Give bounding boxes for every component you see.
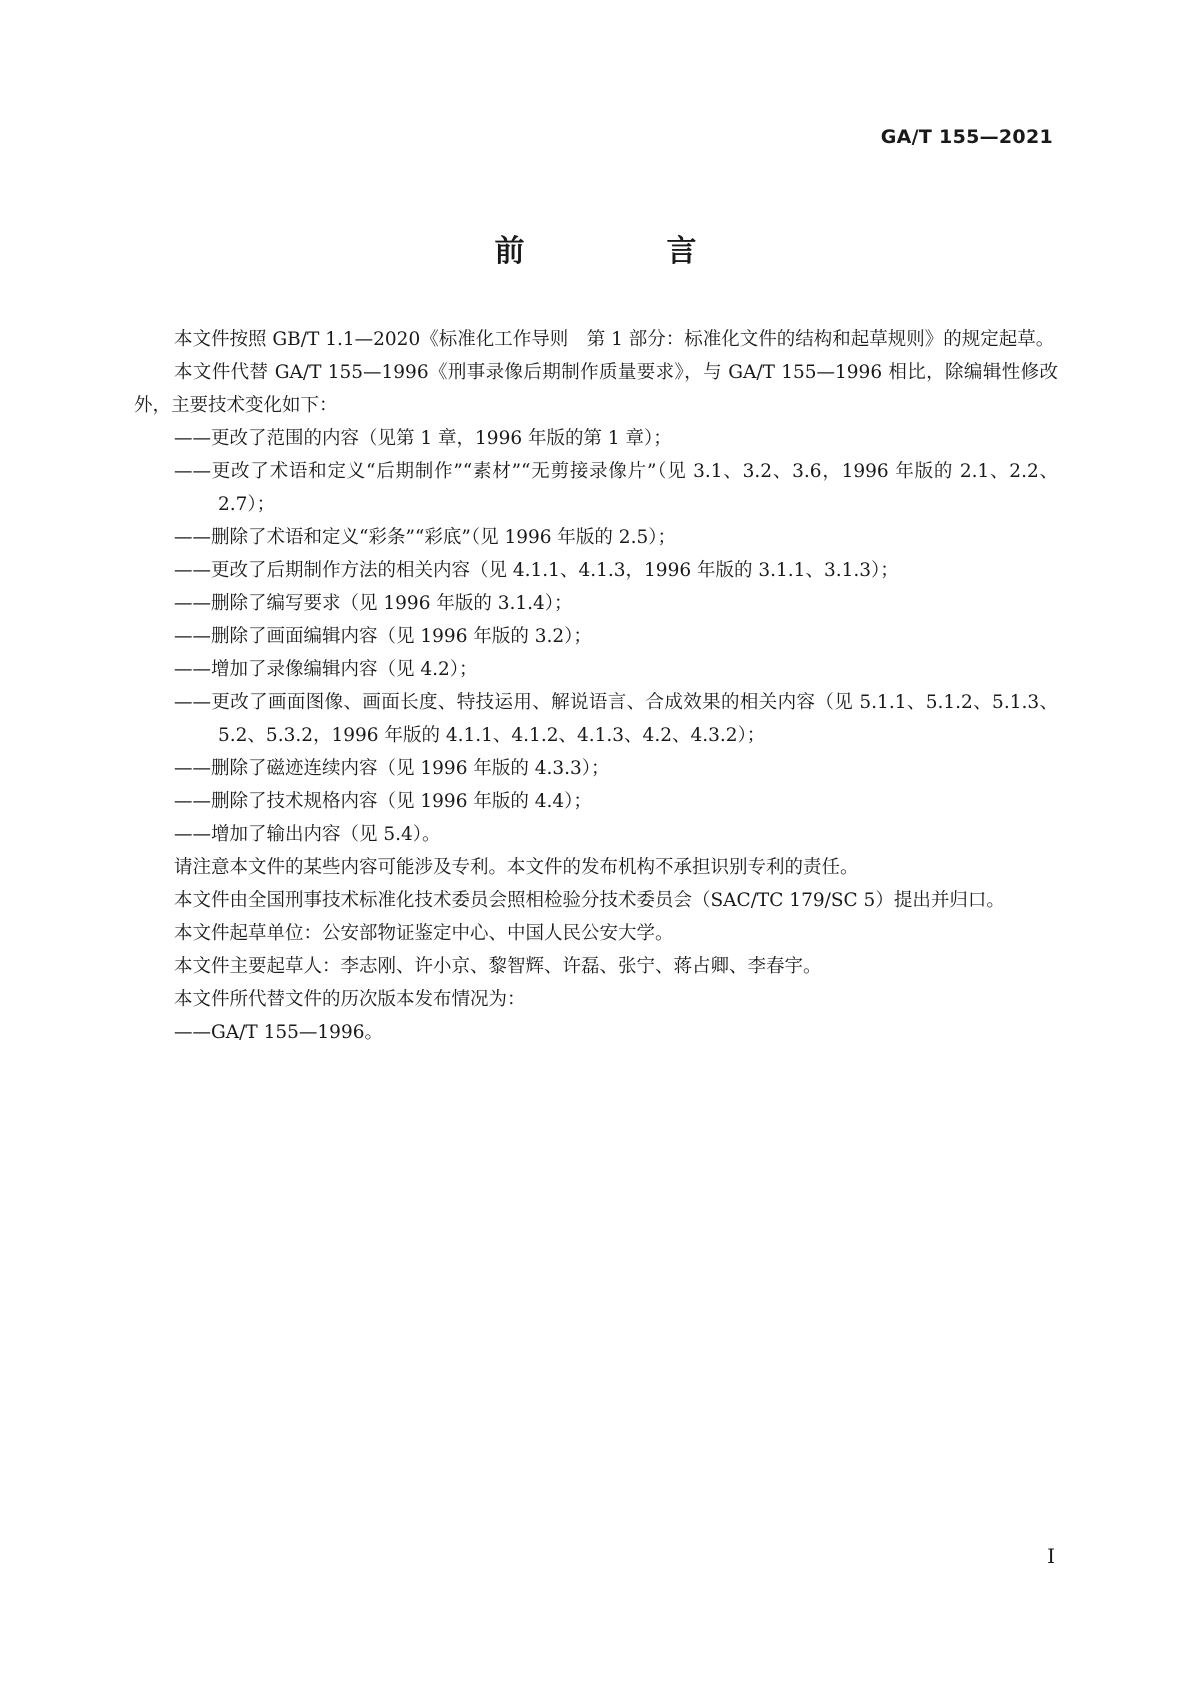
change-item: ——更改了后期制作方法的相关内容（见 4.1.1、4.1.3，1996 年版的 3.1.1、3.1.3）； bbox=[174, 560, 899, 581]
page-title: 前 言 bbox=[494, 234, 753, 269]
foreword-body bbox=[134, 323, 1058, 1049]
paragraph-patent-notice: 请注意本文件的某些内容可能涉及专利。本文件的发布机构不承担识别专利的责任。 bbox=[174, 857, 859, 878]
change-item: ——增加了输出内容（见 5.4）。 bbox=[174, 824, 441, 845]
paragraph-replacement: 本文件代替 GA/T 155—1996《刑事录像后期制作质量要求》，与 GA/T 155—1996 相比，除编辑性修改外，主要技术变化如下： bbox=[134, 362, 1058, 416]
change-item: ——删除了磁迹连续内容（见 1996 年版的 4.3.3）； bbox=[174, 758, 610, 779]
document-code: GA/T 155—2021 bbox=[880, 126, 1053, 148]
change-item: ——删除了技术规格内容（见 1996 年版的 4.4）； bbox=[174, 791, 592, 812]
page-number: I bbox=[1047, 1544, 1055, 1568]
paragraph-version-history: 本文件所代替文件的历次版本发布情况为： bbox=[174, 989, 526, 1010]
change-item: ——增加了录像编辑内容（见 4.2）； bbox=[174, 659, 478, 680]
change-item: ——更改了画面图像、画面长度、特技运用、解说语言、合成效果的相关内容（见 5.1.1、5.1.2、5.1.3、5.2、5.3.2，1996 年版的 4.1.1、4.1.2、4.1.3、4.2、4.3.2）； bbox=[174, 692, 1058, 746]
version-history-item: ——GA/T 155—1996。 bbox=[174, 1022, 383, 1043]
change-item: ——更改了范围的内容（见第 1 章，1996 年版的第 1 章）； bbox=[174, 428, 672, 449]
paragraph-proposer: 本文件由全国刑事技术标准化技术委员会照相检验分技术委员会（SAC/TC 179/SC 5）提出并归口。 bbox=[174, 890, 1005, 911]
paragraph-drafters: 本文件主要起草人：李志刚、许小京、黎智辉、许磊、张宁、蒋占卿、李春宇。 bbox=[174, 956, 822, 977]
change-item: ——删除了术语和定义“彩条”“彩底”（见 1996 年版的 2.5）； bbox=[174, 527, 676, 548]
paragraph-drafting-rules: 本文件按照 GB/T 1.1—2020《标准化工作导则 第 1 部分：标准化文件的结构和起草规则》的规定起草。 bbox=[174, 329, 1055, 350]
change-item: ——更改了术语和定义“后期制作”“素材”“无剪接录像片”（见 3.1、3.2、3.6，1996 年版的 2.1、2.2、2.7）； bbox=[174, 461, 1058, 515]
change-item: ——删除了编写要求（见 1996 年版的 3.1.4）； bbox=[174, 593, 573, 614]
paragraph-drafting-units: 本文件起草单位：公安部物证鉴定中心、中国人民公安大学。 bbox=[174, 923, 674, 944]
change-item: ——删除了画面编辑内容（见 1996 年版的 3.2）； bbox=[174, 626, 592, 647]
